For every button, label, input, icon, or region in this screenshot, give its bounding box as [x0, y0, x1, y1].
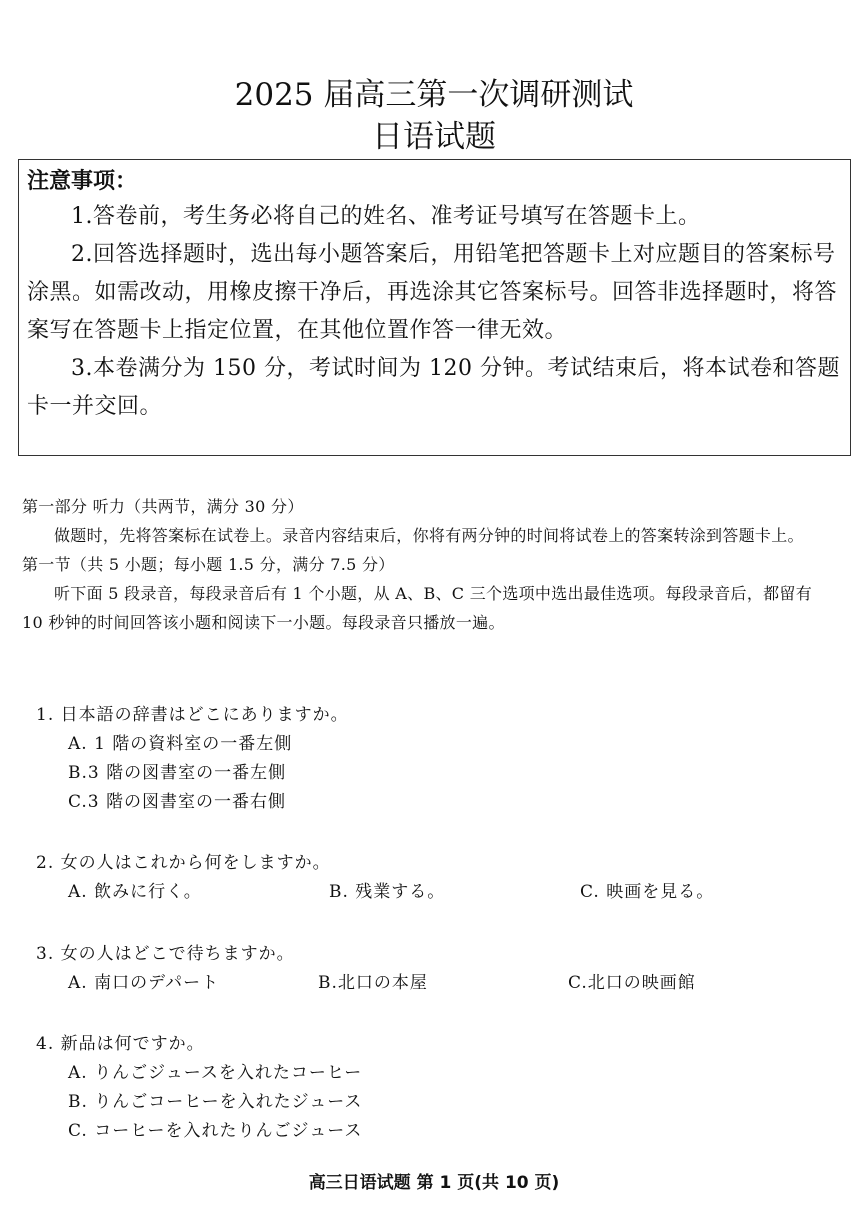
option-c: C.3 階の図書室の一番右側 [68, 792, 287, 812]
part1-instruction: 做题时，先将答案标在试卷上。录音内容结束后，你将有两分钟的时间将试卷上的答案转涂到答题卡上。 [54, 526, 804, 545]
question-4 [36, 1030, 836, 1146]
option-a: A. りんごジュースを入れたコーヒー [68, 1063, 363, 1083]
option-b: B. 残業する。 [329, 882, 446, 902]
exam-title: 2025 届高三第一次调研测试 [234, 77, 634, 113]
option-b: B. りんごコーヒーを入れたジュース [68, 1092, 363, 1112]
notice-heading: 注意事项： [27, 169, 138, 194]
question-stem: 4. 新品は何ですか。 [36, 1034, 205, 1054]
question-stem: 1. 日本語の辞書はどこにありますか。 [36, 705, 349, 725]
option-b: B.3 階の図書室の一番左側 [68, 763, 287, 783]
question-2 [36, 849, 836, 907]
option-a: A. 飲みに行く。 [68, 882, 202, 902]
exam-subtitle: 日语试题 [372, 119, 496, 155]
notice-item: 3.本卷满分为 150 分，考试时间为 120 分钟。考试结束后，将本试卷和答题卡一并交回。 [27, 356, 840, 419]
question-stem: 3. 女の人はどこで待ちますか。 [36, 944, 295, 964]
page-footer: 高三日语试题 第 1 页(共 10 页) [308, 1173, 560, 1193]
notice-box [18, 159, 851, 456]
listening-section [22, 492, 837, 637]
part1-heading: 第一部分 听力（共两节，满分 30 分） [22, 497, 304, 516]
option-b: B.北口の本屋 [318, 973, 428, 993]
option-c: C. コーヒーを入れたりんごジュース [68, 1121, 363, 1141]
section1-instruction: 听下面 5 段录音，每段录音后有 1 个小题，从 A、B、C 三个选项中选出最佳选项。每段录音后，都留有 10 秒钟的时间回答该小题和阅读下一小题。每段录音只播放一遍。 [22, 584, 813, 632]
option-c: C.北口の映画館 [568, 973, 696, 993]
notice-item: 1.答卷前，考生务必将自己的姓名、准考证号填写在答题卡上。 [71, 204, 701, 229]
option-c: C. 映画を見る。 [580, 882, 715, 902]
notice-item: 2.回答选择题时，选出每小题答案后，用铅笔把答题卡上对应题目的答案标号涂黑。如需改动，用橡皮擦干净后，再选涂其它答案标号。回答非选择题时，将答案写在答题卡上指定位置，在其他位置作答一律无效。 [27, 242, 838, 343]
option-a: A. 1 階の資料室の一番左側 [68, 734, 293, 754]
question-3 [36, 940, 836, 998]
question-stem: 2. 女の人はこれから何をしますか。 [36, 853, 331, 873]
option-a: A. 南口のデパート [68, 973, 220, 993]
section1-heading: 第一节（共 5 小题；每小题 1.5 分，满分 7.5 分） [22, 555, 395, 574]
question-1 [36, 701, 836, 817]
